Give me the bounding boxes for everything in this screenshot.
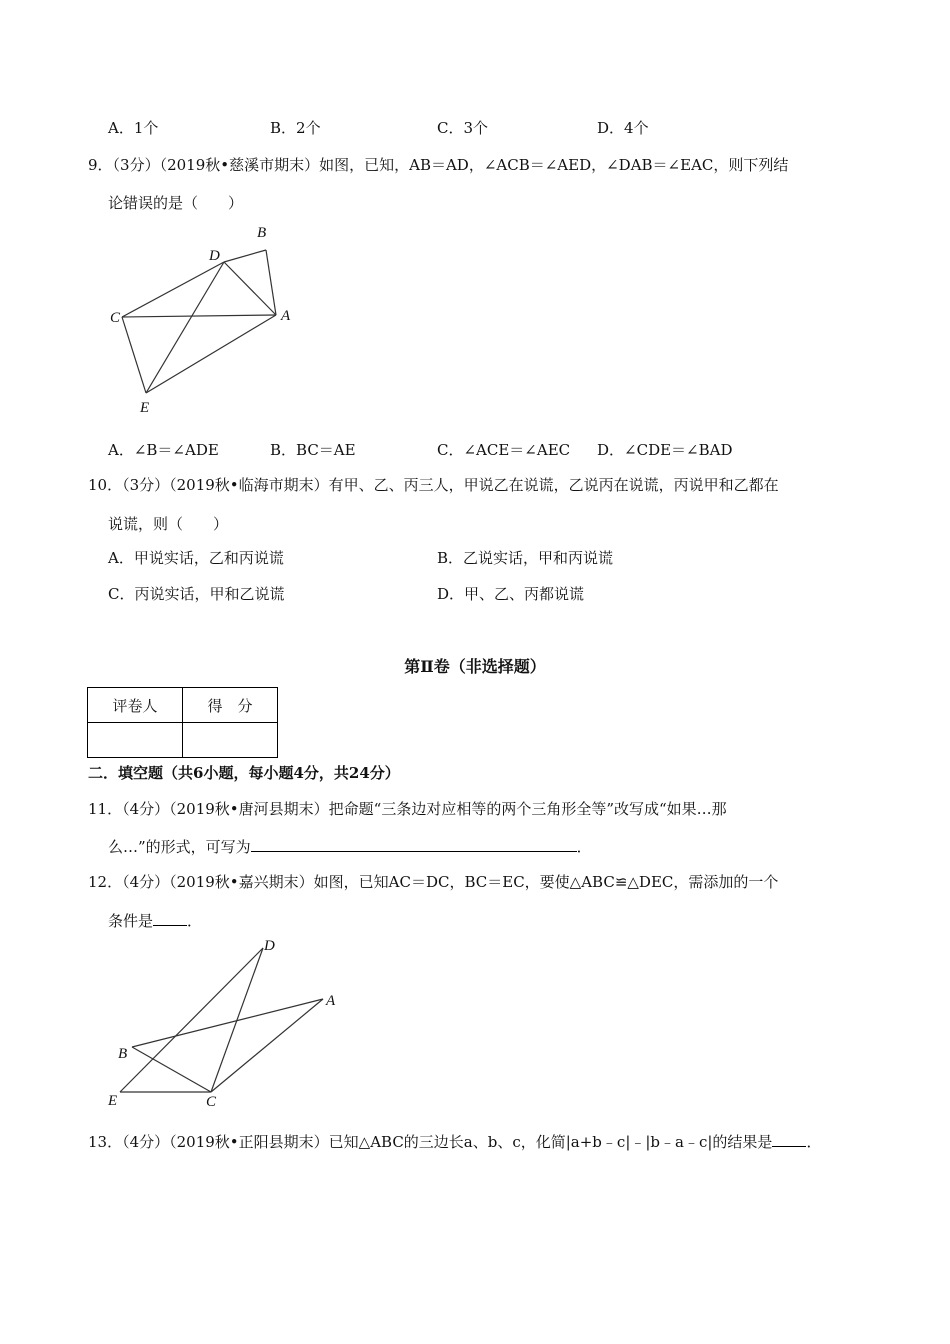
q11-answer-blank[interactable]: [251, 837, 577, 852]
q13-suffix: ．: [806, 1133, 822, 1151]
label-c: C: [110, 310, 121, 326]
q12-text-line1: 12．（4分）（2019秋•嘉兴期末）如图，已知AC＝DC，BC＝EC，要使△ABC≌△DEC，需添加的一个: [88, 873, 779, 891]
score-table-cell-score[interactable]: [183, 723, 278, 758]
q8-option-c: C．3个: [437, 119, 489, 137]
q8-option-d: D．4个: [597, 119, 649, 137]
label-d: D: [264, 938, 275, 954]
segment-ca: [122, 315, 276, 317]
score-table-header-grader: 评卷人: [88, 688, 183, 723]
label-e: E: [108, 1093, 118, 1109]
q9-text-line1: 9．（3分）（2019秋•慈溪市期末）如图，已知，AB＝AD，∠ACB＝∠AED，∠DAB＝∠EAC，则下列结: [88, 156, 789, 174]
label-d: D: [209, 248, 220, 264]
q13-prefix: 13．（4分）（2019秋•正阳县期末）已知△ABC的三边长a、b、c，化简|a+b﹣c|﹣|b﹣a﹣c|的结果是: [88, 1133, 773, 1151]
score-table: [87, 687, 278, 758]
q13-answer-blank[interactable]: [772, 1132, 806, 1147]
q10-option-b: B．乙说实话，甲和丙说谎: [437, 549, 614, 567]
segment-db: [224, 250, 266, 262]
q9-option-d: D．∠CDE＝∠BAD: [597, 441, 733, 459]
q11-text-line1: 11．（4分）（2019秋•唐河县期末）把命题“三条边对应相等的两个三角形全等”改写成“如果…那: [88, 800, 727, 818]
q8-option-a: A．1个: [108, 119, 159, 137]
label-a: A: [281, 308, 291, 324]
q9-figure: [100, 220, 310, 420]
label-e: E: [140, 400, 150, 416]
q10-option-c: C．丙说实话，甲和乙说谎: [108, 585, 285, 603]
label-b: B: [257, 225, 267, 241]
segment-ea: [146, 315, 276, 393]
q11-prefix: 么…”的形式，可写为: [108, 838, 251, 856]
segment-ba: [266, 250, 276, 315]
q10-option-a: A．甲说实话，乙和丙说谎: [108, 549, 284, 567]
q11-text-line2: [108, 836, 592, 857]
q10-option-d: D．甲、乙、丙都说谎: [437, 585, 585, 603]
label-a: A: [326, 993, 336, 1009]
segment-bc: [132, 1047, 211, 1092]
q9-text-line2: 论错误的是（ ）: [108, 194, 244, 212]
segment-ed: [146, 262, 224, 393]
q12-text-line2: [108, 910, 202, 931]
segment-da: [224, 262, 276, 315]
q9-option-b: B．BC＝AE: [270, 441, 356, 459]
q12-prefix: 条件是: [108, 912, 154, 930]
q12-answer-blank[interactable]: [153, 911, 187, 926]
q10-text-line1: 10．（3分）（2019秋•临海市期末）有甲、乙、丙三人，甲说乙在说谎，乙说丙在说谎，丙说甲和乙都在: [88, 476, 779, 494]
section-heading: 二．填空题（共6小题，每小题4分，共24分）: [88, 764, 400, 782]
q13-text: [88, 1131, 821, 1152]
segment-cd: [122, 262, 224, 317]
q9-option-c: C．∠ACE＝∠AEC: [437, 441, 571, 459]
q11-suffix: ．: [576, 838, 592, 856]
score-table-cell-grader[interactable]: [88, 723, 183, 758]
q12-figure: [100, 932, 350, 1117]
label-c: C: [206, 1094, 217, 1110]
q8-option-b: B．2个: [270, 119, 321, 137]
q9-option-a: A．∠B＝∠ADE: [108, 441, 219, 459]
score-table-header-score: 得 分: [183, 688, 278, 723]
segment-ce: [122, 317, 146, 393]
section-title: 第Ⅱ卷（非选择题）: [404, 657, 546, 676]
q12-suffix: ．: [187, 912, 203, 930]
label-b: B: [118, 1046, 128, 1062]
q10-text-line2: 说谎，则（ ）: [108, 515, 229, 533]
